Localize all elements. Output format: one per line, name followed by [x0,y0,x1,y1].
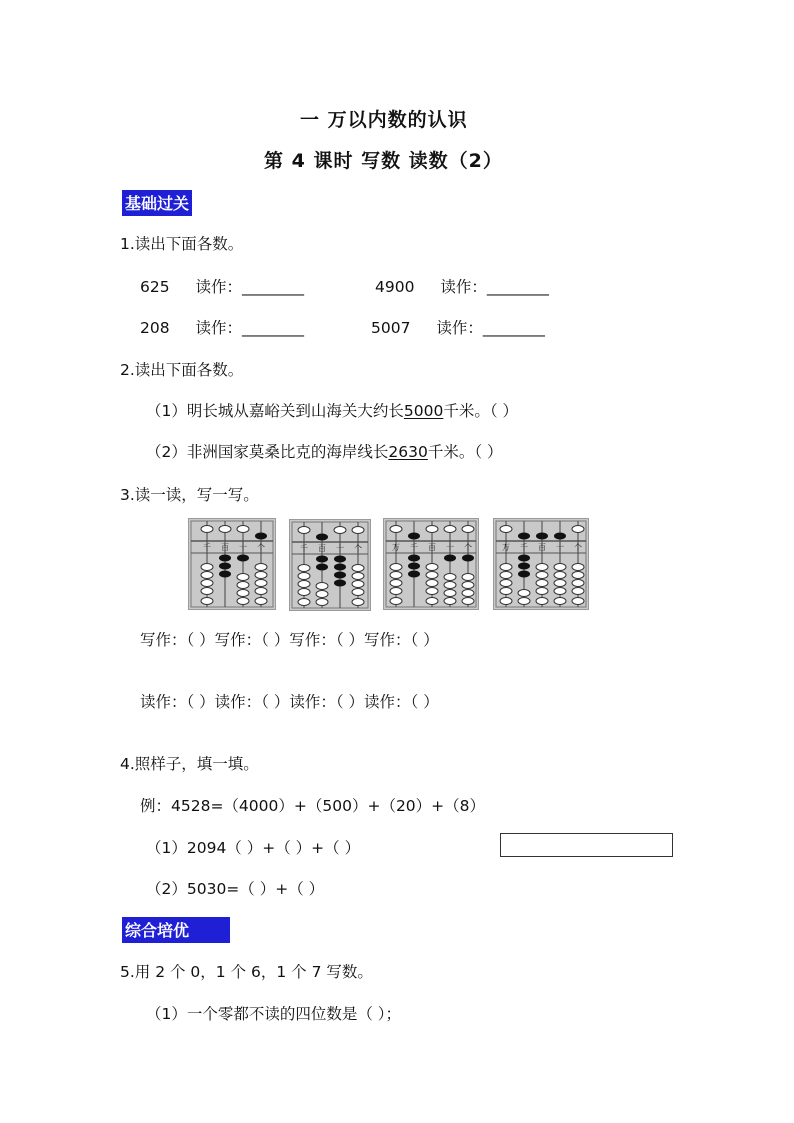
section-advanced-tag [122,917,230,943]
section-advanced-label: 综合培优 [125,921,190,940]
q3-prompt: 3.读一读，写一写。 [120,486,259,504]
q1-number: 625 [140,278,170,296]
q4-prompt: 4.照样子，填一填。 [120,755,259,773]
q5-sub-1[interactable]: （1）一个零都不读的四位数是（ ）； [146,1005,402,1023]
q1-read-blank[interactable]: 读作：________ [436,319,545,337]
abacus-2-label-2: 十 [336,544,344,553]
abacus-1-label-1: 百 [221,543,229,552]
q5-prompt: 5.用 2 个 0，1 个 6，1 个 7 写数。 [120,963,373,981]
q1-number: 4900 [375,278,415,296]
abacus-4-label-4: 个 [574,543,582,552]
abacus-2-label-0: 千 [300,544,308,553]
q2-sub2-pre: （2）非洲国家莫桑比克的海岸线长 [146,443,389,461]
q1-item-4900 [375,275,549,297]
abacus-3-label-0: 万 [392,543,400,552]
abacus-1-label-0: 千 [203,543,211,552]
abacus-4-label-1: 千 [520,543,528,552]
abacus-3-label-4: 个 [464,543,472,552]
abacus-4-drawing [494,519,588,609]
q2-sub1-number: 5000 [403,402,444,420]
q1-item-5007 [371,316,545,338]
abacus-4-label-2: 百 [538,543,546,552]
abacus-4-label-3: 十 [556,543,564,552]
q4-sub-2[interactable]: （2）5030=（ ）+（ ） [146,880,325,898]
q4-sub-1[interactable]: （1）2094（ ）+（ ）+（ ） [146,839,361,857]
q2-sub2-number: 2630 [388,443,428,461]
abacus-3-label-3: 十 [446,543,454,552]
abacus-1-label-3: 个 [257,543,265,552]
q1-prompt: 1.读出下面各数。 [120,235,244,253]
section-basic-tag: 基础过关 [122,190,192,216]
q1-read-blank[interactable]: 读作：________ [440,278,549,296]
q3-read-row[interactable]: 读作：（ ）读作：（ ）读作：（ ）读作：（ ） [140,693,439,711]
q1-number: 5007 [371,319,411,337]
abacus-3-drawing [384,519,478,609]
q1-read-blank[interactable]: 读作：________ [195,319,304,337]
q3-write-row[interactable]: 写作：（ ）写作：（ ）写作：（ ）写作：（ ） [140,631,439,649]
abacus-3-label-2: 百 [428,543,436,552]
q2-prompt: 2.读出下面各数。 [120,361,244,379]
q2-sub-2 [146,440,503,462]
q4-example: 例：4528=（4000）+（500）+（20）+（8） [140,797,486,815]
abacus-2 [289,519,371,611]
abacus-1-label-2: 十 [239,543,247,552]
q2-sub-1 [146,399,518,421]
q4-answer-box[interactable] [500,833,673,857]
abacus-2-label-1: 百 [318,544,326,553]
q1-item-625 [140,275,304,297]
abacus-2-label-3: 个 [354,544,362,553]
q1-number: 208 [140,319,170,337]
q2-sub1-pre: （1）明长城从嘉峪关到山海关大约长 [146,402,404,420]
lesson-title: 第 4 课时 写数 读数（2） [264,150,503,172]
abacus-3 [383,518,479,610]
q2-sub1-answer[interactable]: 千米。（ ） [443,402,519,420]
q1-item-208 [140,316,304,338]
abacus-1-drawing [189,519,275,609]
q1-read-blank[interactable]: 读作：________ [195,278,304,296]
abacus-1 [188,518,276,610]
abacus-4-label-0: 万 [502,543,510,552]
abacus-2-drawing [290,520,370,610]
q2-sub2-answer[interactable]: 千米。（ ） [427,443,503,461]
abacus-4 [493,518,589,610]
unit-title: 一 万以内数的认识 [300,109,468,131]
abacus-3-label-1: 千 [410,543,418,552]
